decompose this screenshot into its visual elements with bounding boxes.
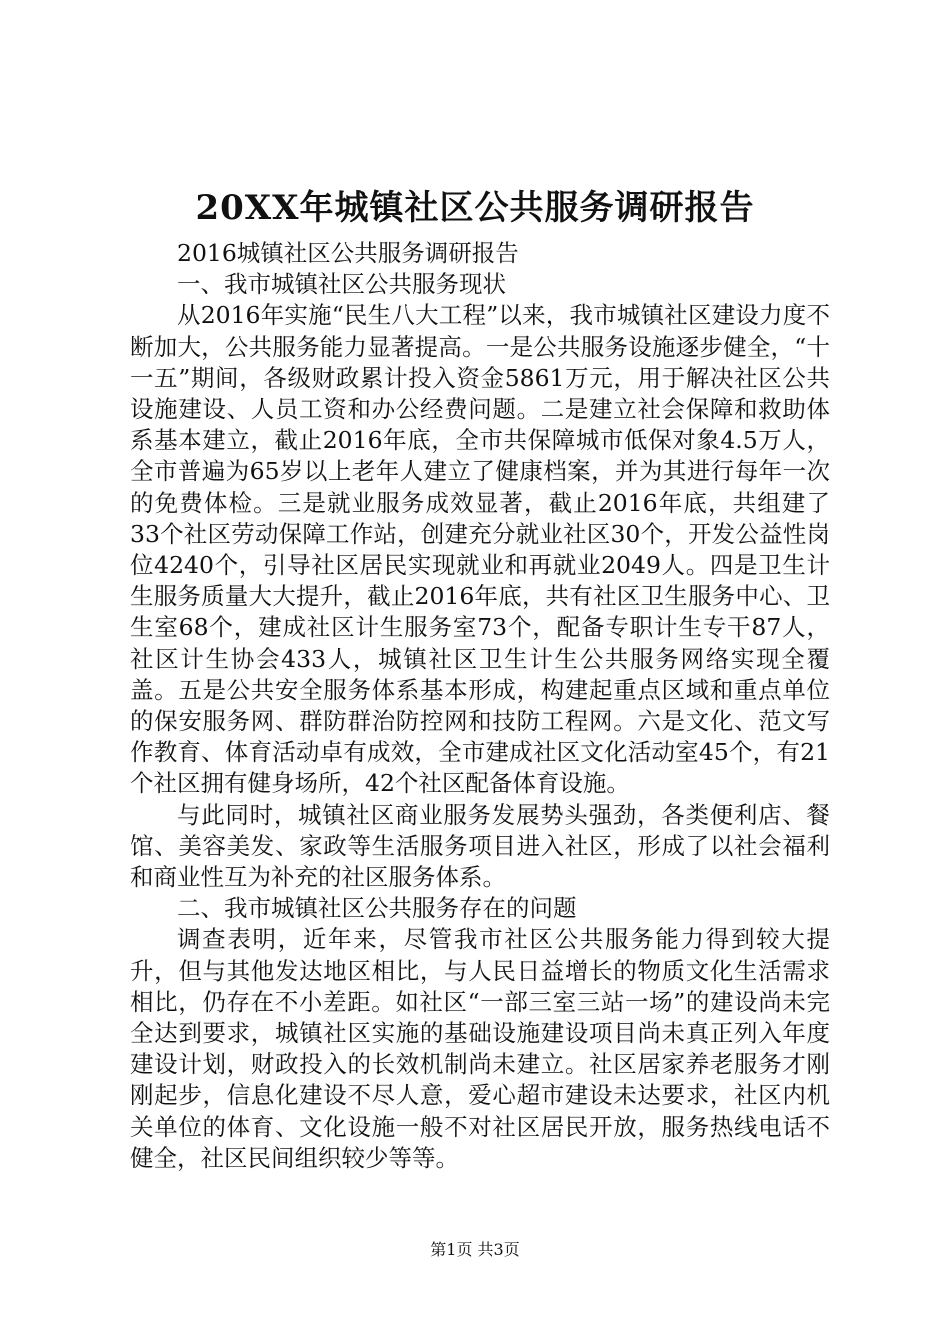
subtitle-paragraph: 2016城镇社区公共服务调研报告 — [177, 239, 519, 267]
section-heading-2: 二、我市城镇社区公共服务存在的问题 — [177, 894, 577, 923]
body-paragraph: 调查表明，近年来，尽管我市社区公共服务能力得到较大提升，但与其他发达地区相比，与人民日益增长的物质文化生活需求相比，仍存在不小差距。如社区“一部三室三站一场”的建设尚未完全达到要求，城镇社区实施的基础设施建设项目尚未真正列入年度建设计划，财政投入的长效机制尚未建立。社区居家养老服务才刚刚起步，信息化建设不尽人意，爱心超市建设未达要求，社区内机关单位的体育、文化设施一般不对社区居民开放，服务热线电话不健全，社区民间组织较少等等。 — [130, 925, 830, 1172]
section-heading-1: 一、我市城镇社区公共服务现状 — [177, 270, 506, 299]
page-footer: 第1页 共3页 — [430, 1240, 520, 1259]
document-title: 20XX年城镇社区公共服务调研报告 — [195, 188, 755, 228]
body-paragraph: 与此同时，城镇社区商业服务发展势头强劲，各类便利店、餐馆、美容美发、家政等生活服务项目进入社区，形成了以社会福利和商业性互为补充的社区服务体系。 — [130, 800, 830, 892]
body-paragraph: 从2016年实施“民生八大工程”以来，我市城镇社区建设力度不断加大，公共服务能力显著提高。一是公共服务设施逐步健全，“十一五”期间，各级财政累计投入资金5861万元，用于解决社区公共设施建设、人员工资和办公经费问题。二是建立社会保障和救助体系基本建立，截止2016年底，全市共保障城市低保对象4.5万人，全市普遍为65岁以上老年人建立了健康档案，并为其进行每年一次的免费体检。三是就业服务成效显著，截止2016年底，共组建了33个社区劳动保障工作站，创建充分就业社区30个，开发公益性岗位4240个，引导社区居民实现就业和再就业2049人。四是卫生计生服务质量大大提升，截止2016年底，共有社区卫生服务中心、卫生室68个，建成社区计生服务室73个，配备专职计生专干87人，社区计生协会433人，城镇社区卫生计生公共服务网络实现全覆盖。五是公共安全服务体系基本形成，构建起重点区域和重点单位的保安服务网、群防群治防控网和技防工程网。六是文化、范文写作教育、体育活动卓有成效，全市建成社区文化活动室45个，有21个社区拥有健身场所，42个社区配备体育设施。 — [130, 301, 830, 798]
document-body — [130, 238, 830, 1174]
